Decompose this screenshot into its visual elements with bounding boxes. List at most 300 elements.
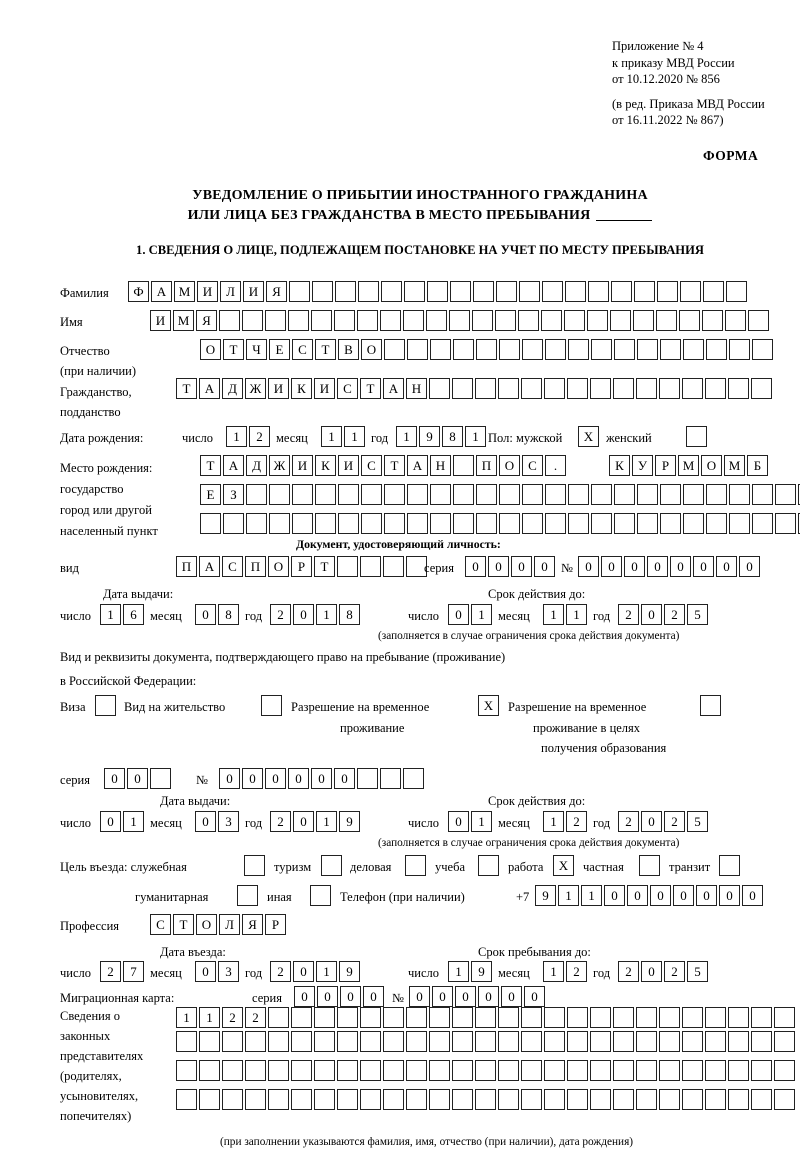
cell[interactable] <box>728 1060 749 1081</box>
cell[interactable]: 1 <box>465 426 486 447</box>
cell[interactable]: Я <box>266 281 287 302</box>
cell[interactable] <box>380 768 401 789</box>
cell[interactable] <box>199 1031 220 1052</box>
cell[interactable]: 2 <box>100 961 121 982</box>
cell[interactable] <box>407 513 428 534</box>
cell[interactable] <box>496 281 517 302</box>
cell[interactable]: 2 <box>618 604 639 625</box>
cell[interactable] <box>636 378 657 399</box>
cell[interactable] <box>725 310 746 331</box>
birth-state-tail-cells[interactable] <box>609 455 770 476</box>
cell[interactable]: 1 <box>123 811 144 832</box>
cell[interactable]: Я <box>242 914 263 935</box>
entry-month-cells[interactable] <box>195 961 241 982</box>
cell[interactable] <box>775 513 796 534</box>
purpose-other-checkbox[interactable] <box>310 885 333 906</box>
legal-rep-row-2[interactable] <box>176 1031 797 1052</box>
cell[interactable] <box>565 281 586 302</box>
cell[interactable] <box>521 1007 542 1028</box>
cell[interactable]: 0 <box>219 768 240 789</box>
cell[interactable] <box>315 484 336 505</box>
cell[interactable] <box>429 378 450 399</box>
purpose-transit-checkbox[interactable] <box>719 855 742 876</box>
cell[interactable] <box>310 885 331 906</box>
cell[interactable] <box>384 339 405 360</box>
cell[interactable] <box>452 1089 473 1110</box>
valid-year-cells[interactable] <box>618 604 710 625</box>
cell[interactable] <box>752 513 773 534</box>
cell[interactable] <box>728 1031 749 1052</box>
phone-cells[interactable] <box>535 885 765 906</box>
cell[interactable] <box>498 1089 519 1110</box>
cell[interactable] <box>245 1089 266 1110</box>
cell[interactable] <box>521 1031 542 1052</box>
cell[interactable]: Я <box>196 310 217 331</box>
cell[interactable]: З <box>223 484 244 505</box>
cell[interactable]: 0 <box>641 961 662 982</box>
cell[interactable]: 0 <box>511 556 532 577</box>
cell[interactable]: С <box>522 455 543 476</box>
cell[interactable]: 0 <box>195 961 216 982</box>
cell[interactable] <box>729 513 750 534</box>
cell[interactable] <box>430 339 451 360</box>
cell[interactable]: П <box>476 455 497 476</box>
cell[interactable] <box>499 484 520 505</box>
cell[interactable] <box>634 281 655 302</box>
cell[interactable] <box>291 1060 312 1081</box>
cell[interactable] <box>683 513 704 534</box>
cell[interactable] <box>633 310 654 331</box>
cell[interactable]: 0 <box>673 885 694 906</box>
cell[interactable]: 0 <box>363 986 384 1007</box>
cell[interactable] <box>544 1031 565 1052</box>
cell[interactable]: 1 <box>543 604 564 625</box>
cell[interactable] <box>682 1007 703 1028</box>
birth-city-cells[interactable] <box>200 484 800 505</box>
cell[interactable] <box>752 339 773 360</box>
cell[interactable]: 1 <box>543 961 564 982</box>
cell[interactable] <box>544 1060 565 1081</box>
cell[interactable] <box>567 1031 588 1052</box>
cell[interactable]: 0 <box>432 986 453 1007</box>
cell[interactable] <box>544 378 565 399</box>
cell[interactable]: 2 <box>664 604 685 625</box>
cell[interactable]: А <box>383 378 404 399</box>
cell[interactable] <box>268 1060 289 1081</box>
cell[interactable] <box>591 513 612 534</box>
issue-month-cells[interactable] <box>195 604 241 625</box>
cell[interactable] <box>223 513 244 534</box>
sex-female-checkbox[interactable] <box>686 426 709 447</box>
cell[interactable] <box>291 1007 312 1028</box>
cell[interactable] <box>312 281 333 302</box>
cell[interactable]: Ф <box>128 281 149 302</box>
cell[interactable] <box>383 1007 404 1028</box>
cell[interactable]: Б <box>747 455 768 476</box>
cell[interactable] <box>429 1031 450 1052</box>
cell[interactable] <box>360 1031 381 1052</box>
cell[interactable]: О <box>499 455 520 476</box>
cell[interactable] <box>199 1089 220 1110</box>
perm-number-cells[interactable] <box>219 768 426 789</box>
cell[interactable]: 5 <box>687 811 708 832</box>
cell[interactable]: 9 <box>535 885 556 906</box>
cell[interactable] <box>588 281 609 302</box>
cell[interactable] <box>639 855 660 876</box>
cell[interactable] <box>587 310 608 331</box>
stay-year-cells[interactable] <box>618 961 710 982</box>
cell[interactable] <box>702 310 723 331</box>
cell[interactable] <box>682 378 703 399</box>
cell[interactable]: О <box>200 339 221 360</box>
cell[interactable] <box>338 484 359 505</box>
cell[interactable]: 1 <box>581 885 602 906</box>
cell[interactable]: С <box>222 556 243 577</box>
cell[interactable] <box>337 1007 358 1028</box>
cell[interactable] <box>403 310 424 331</box>
cell[interactable]: 0 <box>448 811 469 832</box>
cell[interactable] <box>498 1031 519 1052</box>
cell[interactable]: 2 <box>618 811 639 832</box>
cell[interactable]: 1 <box>471 604 492 625</box>
cell[interactable] <box>705 1089 726 1110</box>
cell[interactable]: 0 <box>647 556 668 577</box>
cell[interactable]: Р <box>265 914 286 935</box>
cell[interactable]: 0 <box>641 811 662 832</box>
cell[interactable] <box>242 310 263 331</box>
cell[interactable] <box>383 1060 404 1081</box>
cell[interactable]: 0 <box>195 604 216 625</box>
cell[interactable] <box>314 1031 335 1052</box>
cell[interactable]: 1 <box>176 1007 197 1028</box>
cell[interactable] <box>475 1089 496 1110</box>
cell[interactable]: М <box>678 455 699 476</box>
cell[interactable]: 0 <box>294 986 315 1007</box>
cell[interactable]: 0 <box>455 986 476 1007</box>
cell[interactable] <box>705 378 726 399</box>
cell[interactable] <box>360 1007 381 1028</box>
cell[interactable] <box>703 281 724 302</box>
cell[interactable] <box>567 1089 588 1110</box>
cell[interactable] <box>751 1031 772 1052</box>
cell[interactable] <box>475 1007 496 1028</box>
cell[interactable] <box>522 484 543 505</box>
cell[interactable]: А <box>407 455 428 476</box>
cell[interactable] <box>683 484 704 505</box>
cell[interactable] <box>222 1089 243 1110</box>
cell[interactable] <box>222 1031 243 1052</box>
cell[interactable]: Т <box>314 556 335 577</box>
purpose-service-checkbox[interactable] <box>244 855 267 876</box>
cell[interactable] <box>452 1031 473 1052</box>
cell[interactable]: О <box>268 556 289 577</box>
cell[interactable]: 2 <box>270 604 291 625</box>
cell[interactable] <box>222 1060 243 1081</box>
cell[interactable] <box>357 768 378 789</box>
cell[interactable]: И <box>338 455 359 476</box>
cell[interactable]: 0 <box>293 811 314 832</box>
cell[interactable]: Р <box>655 455 676 476</box>
cell[interactable]: X <box>478 695 499 716</box>
cell[interactable] <box>245 1060 266 1081</box>
cell[interactable] <box>315 513 336 534</box>
cell[interactable] <box>200 513 221 534</box>
cell[interactable] <box>360 1089 381 1110</box>
cell[interactable]: И <box>197 281 218 302</box>
cell[interactable] <box>453 513 474 534</box>
cell[interactable]: В <box>338 339 359 360</box>
cell[interactable]: Т <box>200 455 221 476</box>
patronymic-cells[interactable] <box>200 339 775 360</box>
cell[interactable] <box>719 855 740 876</box>
cell[interactable] <box>728 378 749 399</box>
cell[interactable] <box>522 513 543 534</box>
cell[interactable]: И <box>314 378 335 399</box>
cell[interactable]: П <box>176 556 197 577</box>
name-cells[interactable] <box>150 310 771 331</box>
cell[interactable]: 1 <box>558 885 579 906</box>
cell[interactable]: М <box>174 281 195 302</box>
cell[interactable] <box>384 513 405 534</box>
cell[interactable]: 9 <box>419 426 440 447</box>
cell[interactable] <box>706 484 727 505</box>
surname-cells[interactable] <box>128 281 749 302</box>
cell[interactable] <box>682 1089 703 1110</box>
cell[interactable]: Н <box>406 378 427 399</box>
cell[interactable] <box>449 310 470 331</box>
cell[interactable] <box>728 1007 749 1028</box>
cell[interactable]: 0 <box>578 556 599 577</box>
cell[interactable]: 0 <box>104 768 125 789</box>
cell[interactable]: 0 <box>127 768 148 789</box>
cell[interactable] <box>246 513 267 534</box>
cell[interactable] <box>337 1060 358 1081</box>
cell[interactable] <box>430 484 451 505</box>
purpose-business-checkbox[interactable] <box>405 855 428 876</box>
entry-year-cells[interactable] <box>270 961 362 982</box>
cell[interactable] <box>544 1007 565 1028</box>
cell[interactable] <box>519 281 540 302</box>
cell[interactable] <box>335 281 356 302</box>
cell[interactable] <box>150 768 171 789</box>
cell[interactable]: 1 <box>566 604 587 625</box>
cell[interactable] <box>657 281 678 302</box>
perm-issue-year-cells[interactable] <box>270 811 362 832</box>
cell[interactable]: 0 <box>742 885 763 906</box>
cell[interactable]: И <box>243 281 264 302</box>
cell[interactable] <box>473 281 494 302</box>
cell[interactable] <box>338 513 359 534</box>
cell[interactable] <box>452 378 473 399</box>
cell[interactable] <box>269 513 290 534</box>
cell[interactable] <box>337 556 358 577</box>
cell[interactable] <box>614 484 635 505</box>
cell[interactable]: 0 <box>334 768 355 789</box>
cell[interactable]: 0 <box>650 885 671 906</box>
cell[interactable] <box>219 310 240 331</box>
cell[interactable] <box>450 281 471 302</box>
cell[interactable]: Т <box>173 914 194 935</box>
cell[interactable] <box>636 1060 657 1081</box>
perm-series-cells[interactable] <box>104 768 173 789</box>
perm-valid-month-cells[interactable] <box>543 811 589 832</box>
cell[interactable] <box>405 855 426 876</box>
cell[interactable]: 0 <box>641 604 662 625</box>
cell[interactable]: Ч <box>246 339 267 360</box>
cell[interactable] <box>522 339 543 360</box>
cell[interactable]: М <box>724 455 745 476</box>
sex-male-checkbox[interactable] <box>578 426 601 447</box>
cell[interactable] <box>407 339 428 360</box>
cell[interactable] <box>544 1089 565 1110</box>
cell[interactable]: 0 <box>670 556 691 577</box>
cell[interactable]: 8 <box>442 426 463 447</box>
cell[interactable]: 3 <box>218 961 239 982</box>
cell[interactable]: П <box>245 556 266 577</box>
legal-rep-row-3[interactable] <box>176 1060 797 1081</box>
residence-checkbox[interactable] <box>261 695 284 716</box>
cell[interactable] <box>567 1007 588 1028</box>
cell[interactable] <box>453 484 474 505</box>
cell[interactable]: С <box>361 455 382 476</box>
cell[interactable]: 0 <box>719 885 740 906</box>
cell[interactable] <box>476 513 497 534</box>
cell[interactable]: Ж <box>245 378 266 399</box>
cell[interactable] <box>245 1031 266 1052</box>
cell[interactable] <box>314 1089 335 1110</box>
cell[interactable] <box>288 310 309 331</box>
cell[interactable] <box>334 310 355 331</box>
cell[interactable] <box>176 1089 197 1110</box>
cell[interactable] <box>774 1031 795 1052</box>
cell[interactable]: 9 <box>339 961 360 982</box>
cell[interactable] <box>357 310 378 331</box>
cell[interactable]: Т <box>223 339 244 360</box>
cell[interactable] <box>311 310 332 331</box>
cell[interactable] <box>176 1031 197 1052</box>
cell[interactable]: И <box>150 310 171 331</box>
cell[interactable] <box>314 1060 335 1081</box>
cell[interactable] <box>752 484 773 505</box>
cell[interactable]: X <box>578 426 599 447</box>
cell[interactable] <box>498 1060 519 1081</box>
cell[interactable]: 0 <box>317 986 338 1007</box>
cell[interactable] <box>568 339 589 360</box>
cell[interactable] <box>567 1060 588 1081</box>
cell[interactable] <box>614 339 635 360</box>
cell[interactable] <box>542 281 563 302</box>
cell[interactable] <box>636 1089 657 1110</box>
cell[interactable]: 1 <box>316 604 337 625</box>
cell[interactable]: X <box>553 855 574 876</box>
migration-card-series-cells[interactable] <box>294 986 386 1007</box>
cell[interactable] <box>426 310 447 331</box>
perm-valid-day-cells[interactable] <box>448 811 494 832</box>
cell[interactable]: Р <box>291 556 312 577</box>
cell[interactable]: 2 <box>566 961 587 982</box>
cell[interactable] <box>475 1060 496 1081</box>
cell[interactable] <box>452 1060 473 1081</box>
cell[interactable] <box>705 1060 726 1081</box>
cell[interactable] <box>269 484 290 505</box>
cell[interactable]: 1 <box>471 811 492 832</box>
cell[interactable]: 0 <box>601 556 622 577</box>
cell[interactable] <box>360 1060 381 1081</box>
cell[interactable]: . <box>545 455 566 476</box>
cell[interactable] <box>751 1060 772 1081</box>
cell[interactable]: 0 <box>478 986 499 1007</box>
cell[interactable] <box>591 484 612 505</box>
cell[interactable] <box>358 281 379 302</box>
valid-day-cells[interactable] <box>448 604 494 625</box>
cell[interactable]: 0 <box>340 986 361 1007</box>
cell[interactable] <box>380 310 401 331</box>
cell[interactable] <box>660 339 681 360</box>
cell[interactable] <box>430 513 451 534</box>
cell[interactable] <box>682 1060 703 1081</box>
cell[interactable] <box>404 281 425 302</box>
cell[interactable]: 1 <box>100 604 121 625</box>
cell[interactable]: М <box>173 310 194 331</box>
entry-day-cells[interactable] <box>100 961 146 982</box>
cell[interactable]: 0 <box>696 885 717 906</box>
cell[interactable]: 1 <box>448 961 469 982</box>
cell[interactable] <box>613 1089 634 1110</box>
cell[interactable]: Е <box>269 339 290 360</box>
cell[interactable] <box>613 1060 634 1081</box>
cell[interactable] <box>541 310 562 331</box>
cell[interactable] <box>568 513 589 534</box>
temp-residence-checkbox[interactable] <box>478 695 501 716</box>
cell[interactable]: И <box>268 378 289 399</box>
cell[interactable] <box>729 484 750 505</box>
cell[interactable]: А <box>199 556 220 577</box>
valid-month-cells[interactable] <box>543 604 589 625</box>
perm-issue-month-cells[interactable] <box>195 811 241 832</box>
cell[interactable] <box>775 484 796 505</box>
cell[interactable] <box>680 281 701 302</box>
cell[interactable]: 1 <box>199 1007 220 1028</box>
cell[interactable] <box>314 1007 335 1028</box>
cell[interactable] <box>403 768 424 789</box>
cell[interactable]: 0 <box>693 556 714 577</box>
cell[interactable] <box>682 1031 703 1052</box>
cell[interactable]: 0 <box>465 556 486 577</box>
purpose-tourism-checkbox[interactable] <box>321 855 344 876</box>
cell[interactable] <box>95 695 116 716</box>
cell[interactable]: 5 <box>687 604 708 625</box>
cell[interactable]: Л <box>219 914 240 935</box>
cell[interactable]: 0 <box>501 986 522 1007</box>
cell[interactable] <box>660 484 681 505</box>
cell[interactable]: 7 <box>123 961 144 982</box>
cell[interactable]: 1 <box>396 426 417 447</box>
cell[interactable]: 0 <box>100 811 121 832</box>
cell[interactable] <box>774 1089 795 1110</box>
cell[interactable] <box>751 1007 772 1028</box>
cell[interactable]: О <box>361 339 382 360</box>
cell[interactable] <box>591 339 612 360</box>
cell[interactable] <box>495 310 516 331</box>
cell[interactable] <box>475 378 496 399</box>
cell[interactable]: А <box>199 378 220 399</box>
cell[interactable]: 0 <box>739 556 760 577</box>
cell[interactable] <box>564 310 585 331</box>
cell[interactable] <box>453 339 474 360</box>
cell[interactable] <box>659 1060 680 1081</box>
cell[interactable] <box>265 310 286 331</box>
cell[interactable] <box>268 1007 289 1028</box>
